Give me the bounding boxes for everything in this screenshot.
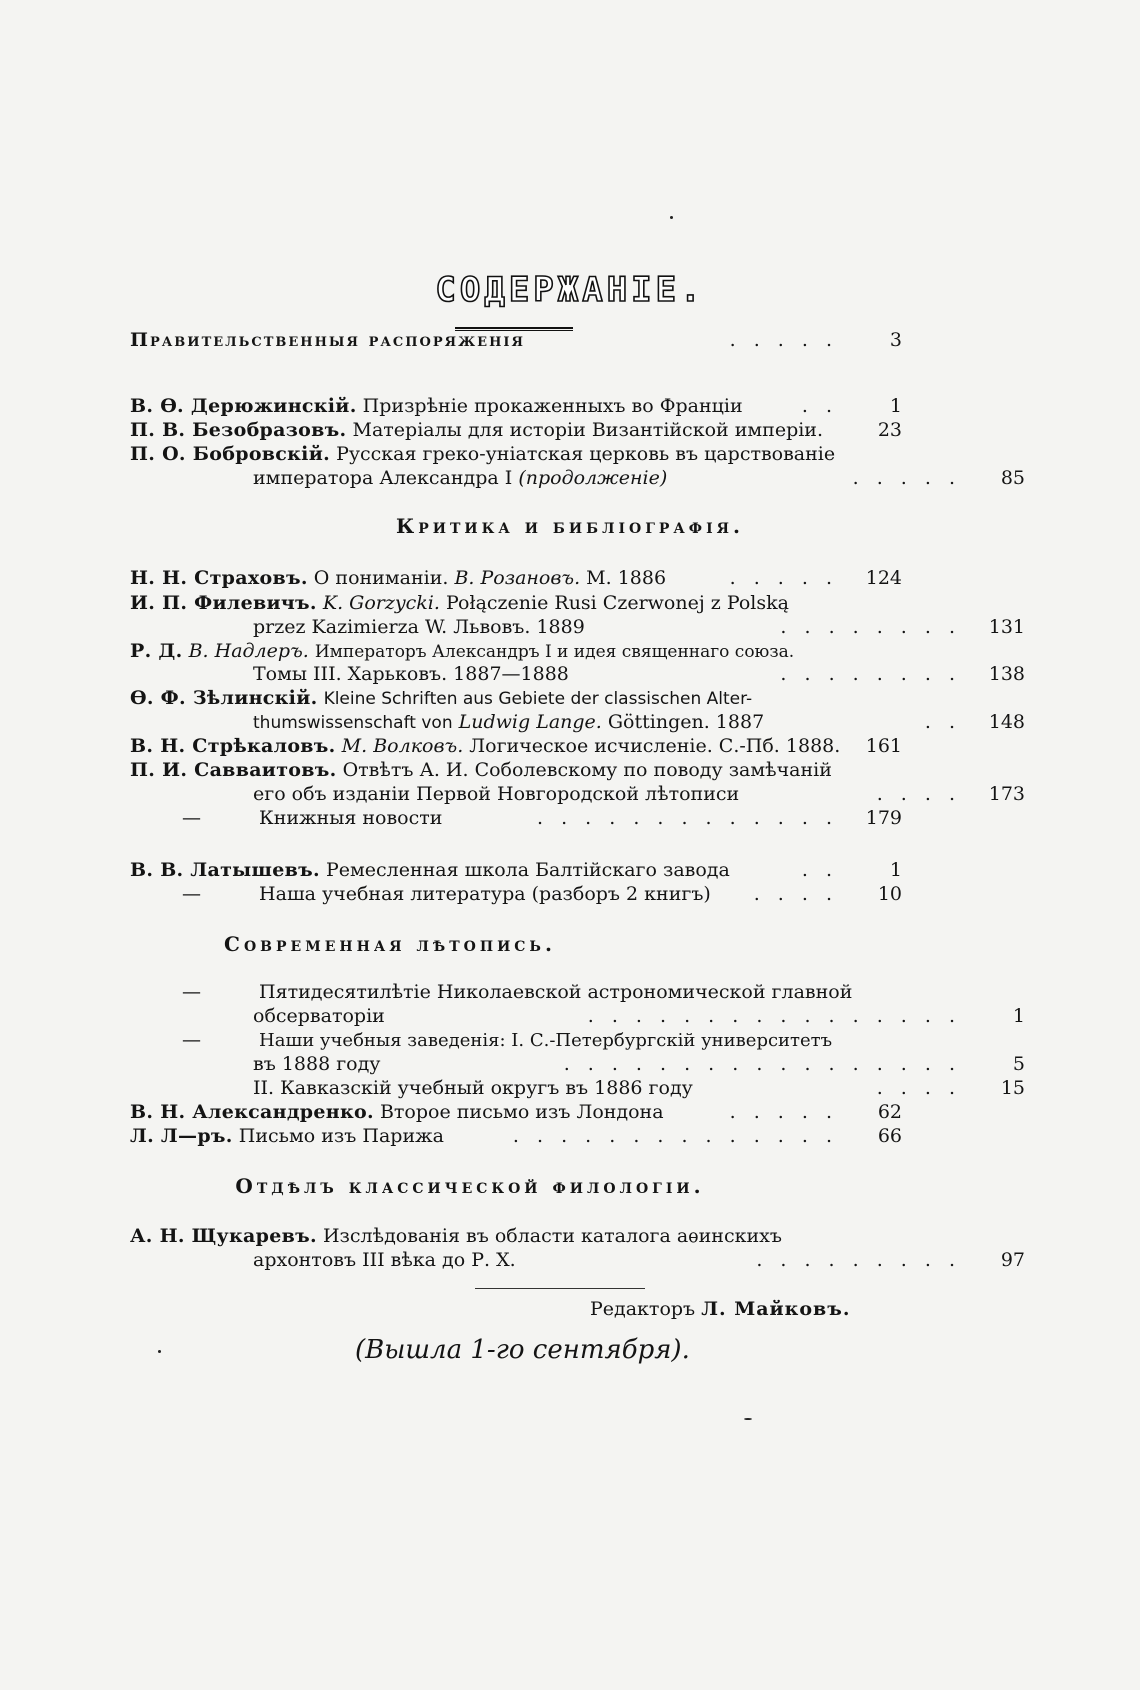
entry-title-italic: В. Розановъ. <box>454 567 581 589</box>
page-number: 1 <box>1012 1005 1025 1027</box>
leader-dots: . . <box>801 859 838 881</box>
entry-title: Письмо изъ Парижа <box>238 1125 444 1147</box>
entry-author: Л. Л—ръ. <box>130 1125 233 1147</box>
page-number: 161 <box>865 735 902 757</box>
divider <box>475 1288 645 1289</box>
entry-title: О пониманіи. <box>313 567 449 589</box>
toc-entry-cont <box>130 782 1025 807</box>
toc-entry[interactable] <box>130 1028 902 1053</box>
page-number: 3 <box>889 329 902 351</box>
entry-author: Н. Н. Страховъ. <box>130 567 308 589</box>
entry-title: Логическое исчисленіе. С.-Пб. 1888. <box>469 735 841 757</box>
toc-entry[interactable] <box>130 858 902 883</box>
entry-title: Матеріалы для исторіи Византійской имперіи. <box>352 419 824 441</box>
section-heading-critique: Критика и библіографія. <box>396 514 744 538</box>
entry-title-cont: обсерваторіи <box>253 1005 385 1027</box>
entry-title-italic: (продолженіе) <box>518 467 668 489</box>
ink-speck <box>744 1418 752 1420</box>
entry-author: П. И. Савваитовъ. <box>130 759 337 781</box>
leader-dots: . . . . . <box>852 467 961 489</box>
toc-entry[interactable] <box>130 734 902 759</box>
page-number: 148 <box>988 711 1025 733</box>
entry-title: Kleine Schriften aus Gebiete der classischen Alter- <box>323 689 753 709</box>
entry-title-cont: архонтовъ III вѣка до Р. Х. <box>253 1249 516 1271</box>
leader-dots: . . . . . . . . . . . . . . . . <box>587 1005 961 1027</box>
entry-dash: — <box>182 1029 201 1051</box>
entry-title-italic: М. Волковъ. <box>341 735 464 757</box>
toc-entry[interactable] <box>130 1124 902 1149</box>
page-number: 10 <box>877 883 902 905</box>
leader-dots: . . . . <box>876 1077 961 1099</box>
toc-entry[interactable] <box>130 686 902 712</box>
leader-dots: . . . . . . . . <box>780 616 961 638</box>
entry-title: Отвѣтъ А. И. Соболевскому по поводу замѣчаній <box>342 759 832 781</box>
page-number: 97 <box>1000 1249 1025 1271</box>
entry-title-italic: Ludwig Lange. <box>458 711 602 733</box>
leader-dots: . . . . . <box>729 1101 838 1123</box>
entry-author: Р. Д. <box>130 640 183 662</box>
leader-dots: . . . . . . . . <box>780 663 961 685</box>
entry-title: Второе письмо изъ Лондона <box>379 1101 664 1123</box>
toc-entry-cont <box>130 1004 1025 1029</box>
entry-title-italic: В. Надлеръ. <box>188 640 309 662</box>
toc-entry[interactable] <box>130 442 902 467</box>
entry-title: Наши учебныя заведенія: I. С.-Петербургскій университетъ <box>259 1030 833 1051</box>
toc-entry[interactable] <box>130 980 902 1005</box>
entry-author: П. О. Бобровскій. <box>130 443 331 465</box>
entry-title: Ремесленная школа Балтійскаго завода <box>325 859 730 881</box>
toc-entry[interactable] <box>130 806 902 831</box>
page-number: 1 <box>889 859 902 881</box>
entry-title-cont: przez Kazimierza W. Львовъ. 1889 <box>253 616 585 638</box>
editor-name: Л. Майковъ. <box>701 1298 851 1320</box>
entry-author: В. Н. Стрѣкаловъ. <box>130 735 336 757</box>
page-number: 124 <box>865 567 902 589</box>
entry-author: В. Ѳ. Дерюжинскій. <box>130 395 357 417</box>
section-heading-chronicle: Современная лѣтопись. <box>224 932 556 956</box>
entry-author: А. Н. Щукаревъ. <box>130 1225 317 1247</box>
entry-author: И. П. Филевичъ. <box>130 592 317 614</box>
leader-dots: . . <box>801 395 838 417</box>
page-number: 173 <box>988 783 1025 805</box>
entry-title-cont: thumswissenschaft von <box>253 713 453 733</box>
page-number: 66 <box>877 1125 902 1147</box>
entry-title: Наша учебная литература (разборъ 2 книгъ) <box>259 883 711 905</box>
leader-dots: . . <box>924 711 961 733</box>
toc-official-label: Правительственныя распоряженія <box>130 329 525 351</box>
page-number: 23 <box>877 419 902 441</box>
entry-title-cont: М. 1886 <box>586 567 667 589</box>
toc-entry-cont <box>130 466 1025 491</box>
toc-entry[interactable] <box>130 1076 1025 1101</box>
section-heading-classical: Отдѣлъ классической филологіи. <box>235 1174 705 1198</box>
entry-title: Книжныя новости <box>259 807 443 829</box>
page-number: 15 <box>1000 1077 1025 1099</box>
leader-dots: . . . . <box>753 883 838 905</box>
entry-author: В. В. Латышевъ. <box>130 859 320 881</box>
leader-dots: . . . . . <box>729 567 838 589</box>
toc-entry[interactable] <box>130 418 902 443</box>
toc-entry[interactable] <box>130 394 902 419</box>
entry-title-cont: Томы III. Харьковъ. 1887—1888 <box>253 663 569 685</box>
entry-dash: — <box>182 981 201 1003</box>
entry-title-cont: его объ изданіи Первой Новгородской лѣтописи <box>253 783 740 805</box>
page-number: 62 <box>877 1101 902 1123</box>
entry-title: Połączenie Rusi Czerwonej z Polską <box>445 592 789 614</box>
leader-dots: . . . . . . . . . . . . . . <box>512 1125 838 1147</box>
entry-title: II. Кавказскій учебный округъ въ 1886 году <box>253 1077 693 1099</box>
page-number: 179 <box>865 807 902 829</box>
toc-entry-cont <box>130 662 1025 687</box>
release-note: (Вышла 1-го сентября). <box>355 1335 690 1365</box>
entry-author: В. Н. Александренко. <box>130 1101 374 1123</box>
toc-entry[interactable] <box>130 882 902 907</box>
toc-entry-cont <box>130 1052 1025 1077</box>
ink-speck <box>158 1350 161 1353</box>
entry-title-cont: Göttingen. 1887 <box>607 711 765 733</box>
editor-label: Редакторъ <box>590 1298 696 1320</box>
entry-title-cont: въ 1888 году <box>253 1053 381 1075</box>
editor-line <box>590 1298 850 1320</box>
toc-entry[interactable] <box>130 1100 902 1125</box>
entry-title: Русская греко-уніатская церковь въ царствованіе <box>336 443 836 465</box>
toc-entry-cont <box>130 615 1025 640</box>
entry-dash: — <box>182 883 201 905</box>
page-number: 138 <box>988 663 1025 685</box>
toc-entry[interactable] <box>130 591 902 616</box>
toc-entry[interactable] <box>130 758 902 783</box>
ink-speck <box>670 216 673 219</box>
page-number: 1 <box>889 395 902 417</box>
leader-dots: . . . . . <box>729 329 838 351</box>
entry-dash: — <box>182 807 201 829</box>
toc-entry[interactable] <box>130 1224 902 1249</box>
leader-dots: . . . . . . . . . . . . . <box>537 807 838 829</box>
entry-title-cont: императора Александра I <box>253 467 513 489</box>
entry-title: Пятидесятилѣтіе Николаевской астрономической главной <box>259 981 853 1003</box>
entry-title: Изслѣдованія въ области каталога аѳинскихъ <box>322 1225 782 1247</box>
page-number: 85 <box>1000 467 1025 489</box>
leader-dots: . . . . . . . . . <box>756 1249 961 1271</box>
entry-author: П. В. Безобразовъ. <box>130 419 347 441</box>
leader-dots: . . . . <box>876 783 961 805</box>
leader-dots: . . . . . . . . . . . . . . . . . <box>563 1053 961 1075</box>
entry-title: Императоръ Александръ I и идея священнаго союза. <box>314 642 795 662</box>
page-number: 5 <box>1012 1053 1025 1075</box>
entry-author: Ѳ. Ф. Зѣлинскій. <box>130 687 318 709</box>
toc-entry-cont <box>130 710 1025 736</box>
toc-entry[interactable] <box>130 566 902 591</box>
page-title: СОДЕРЖАНІЕ. <box>435 270 705 310</box>
page-number: 131 <box>988 616 1025 638</box>
entry-title: Призрѣніе прокаженныхъ во Франціи <box>362 395 743 417</box>
toc-official[interactable] <box>130 328 902 353</box>
entry-title-italic: K. Gorzycki. <box>322 592 440 614</box>
toc-entry-cont <box>130 1248 1025 1273</box>
